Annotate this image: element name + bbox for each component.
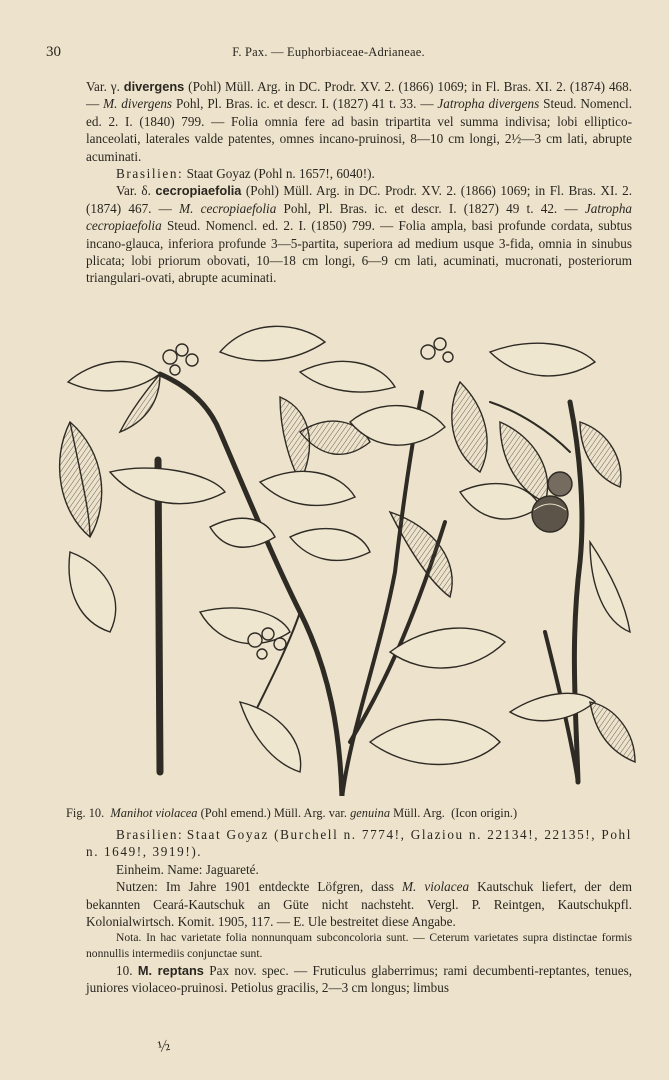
variety-gamma-paragraph [86, 78, 632, 165]
leaf [390, 628, 505, 668]
leaf [60, 422, 102, 537]
vernacular-text: Jaguareté. [205, 861, 259, 877]
flower-cluster [163, 344, 198, 375]
leaf [68, 362, 160, 432]
caption-text: Müll. Arg. [393, 806, 445, 820]
uses-species: M. violacea [402, 879, 470, 895]
distribution-text: Staat Goyaz (Pohl n. 1657!, 6040!). [186, 166, 375, 182]
variety-delta-paragraph [86, 182, 632, 286]
uses-text: Kautschuk liefert, der dem bekannten Ceará-Kautschuk an Güte nicht nachsteht. Vergl. P. Reintgen, Kautschukpfl. Kolonialwirtsch. Komit. 1905, 117. — E. Ule bestreitet diese Angabe. [86, 879, 633, 930]
distribution-text: Staat Goyaz (Burchell n. 7774!, Glaziou n. 22134!, 22135!, Pohl n. 1649!, 3919!). [86, 827, 632, 860]
lower-text-block [86, 826, 632, 996]
description-text: Steud. Nomencl. ed. 2. I. (1850) 799. — Folia ampla, basi profunde cordata, subtus incano-glauca, inferiora profunde 3—5-partita, superiora ad medium usque 3-fida, omnia in sinubus plicata; lobi priorum obovati, 10—18 cm longi, 6—9 cm lati, acuminati, mucronati, posteriorum triangulari-ovati, abrupte acuminati. [86, 218, 633, 286]
variety-prefix: Var. δ. [116, 183, 151, 199]
leaf [452, 382, 487, 472]
nota-label: Nota. [116, 931, 142, 945]
synonym-name: Jatropha cecropiaefolia [86, 200, 633, 234]
distribution-paragraph [86, 826, 632, 861]
page-header [44, 40, 613, 62]
leaf [370, 720, 500, 765]
synonym-name: M. divergens [103, 96, 173, 112]
uses-paragraph [86, 878, 632, 930]
leaf [69, 552, 116, 632]
leaf [590, 702, 635, 762]
caption-species: Manihot violacea [110, 806, 198, 820]
fruit-capsule [548, 472, 572, 496]
leaf [290, 529, 370, 561]
running-title: F. Pax. — Euphorbiaceae-Adrianeae. [232, 45, 425, 59]
species-name: M. reptans [137, 962, 204, 978]
species-number: 10. [116, 962, 133, 978]
nota-paragraph [86, 930, 632, 961]
right-stem [570, 402, 582, 782]
leaf [580, 422, 621, 487]
species-paragraph [86, 962, 632, 997]
distribution-label: Brasilien: [116, 166, 184, 182]
vernacular-name-paragraph [86, 861, 632, 878]
variety-citation: (Pohl) Müll. Arg. in DC. Prodr. XV. 2. (1866) 1069; in Fl. Bras. XI. 2. (1874) 467. — [86, 183, 633, 216]
distribution-label: Brasilien: [116, 827, 184, 842]
plant-drawing [50, 312, 640, 796]
upper-text-block [86, 78, 632, 287]
figure-number: Fig. 10. [66, 806, 105, 820]
species-description: Pax nov. spec. — Fruticulus glaberrimus; rami decumbenti-reptantes, tenues, juniores violaceo-pruinosi. Petiolus gracilis, 2—3 cm longus; limbus [86, 962, 633, 996]
synonym-citation: Pohl, Pl. Bras. ic. et descr. I. (1827) 41 t. 33. — [175, 96, 434, 112]
leaf [220, 326, 325, 360]
synonym-name: Jatropha divergens [437, 96, 540, 112]
scale-mark: ½ [156, 1036, 172, 1057]
caption-variety: genuina [350, 806, 391, 820]
description-text: Steud. Nomencl. ed. 2. I. (1840) 799. — Folia omnia fere ad basin tripartita vel summa indivisa; lobi elliptico-lanceolati, laterales valde patentes, omnes incano-pruinosi, 8—10 cm longi, 2½—3 cm lati, abrupte acuminati. [86, 96, 633, 164]
variety-prefix: Var. γ. [86, 79, 120, 94]
nota-text: In hac varietate folia nonnunquam subconcoloria sunt. — Ceterum varietates supra distinctae formis nonnullis intermediis conjunctae sunt. [86, 931, 632, 961]
leaf [260, 471, 355, 505]
leaf [240, 702, 301, 772]
leaf [280, 397, 310, 482]
leaf [590, 542, 630, 632]
left-stem [158, 460, 160, 772]
fruit-capsule [532, 496, 568, 532]
flower-cluster [421, 338, 453, 362]
variety-name: cecropiaefolia [155, 183, 242, 199]
leaf [510, 693, 595, 720]
leaf [300, 361, 395, 392]
leaf [110, 468, 225, 504]
caption-text: (Pohl emend.) Müll. Arg. var. [200, 806, 347, 820]
uses-label: Nutzen: [116, 879, 158, 895]
synonym-citation: Pohl, Pl. Bras. ic. et descr. I. (1827) 49 t. 42. — [283, 200, 578, 216]
leaf [490, 343, 595, 376]
caption-source: (Icon origin.) [451, 806, 518, 820]
uses-text: Im Jahre 1901 entdeckte Löfgren, dass [165, 879, 394, 895]
page-number: 30 [46, 44, 61, 60]
synonym-name: M. cecropiaefolia [179, 200, 277, 216]
variety-name: divergens [123, 79, 185, 94]
distribution-gamma [86, 165, 632, 182]
figure-caption [66, 806, 632, 821]
vernacular-label: Einheim. Name: [116, 861, 203, 877]
variety-citation: (Pohl) Müll. Arg. in DC. Prodr. XV. 2. (1866) 1069; in Fl. Bras. XI. 2. (1874) 468. — [86, 79, 633, 112]
